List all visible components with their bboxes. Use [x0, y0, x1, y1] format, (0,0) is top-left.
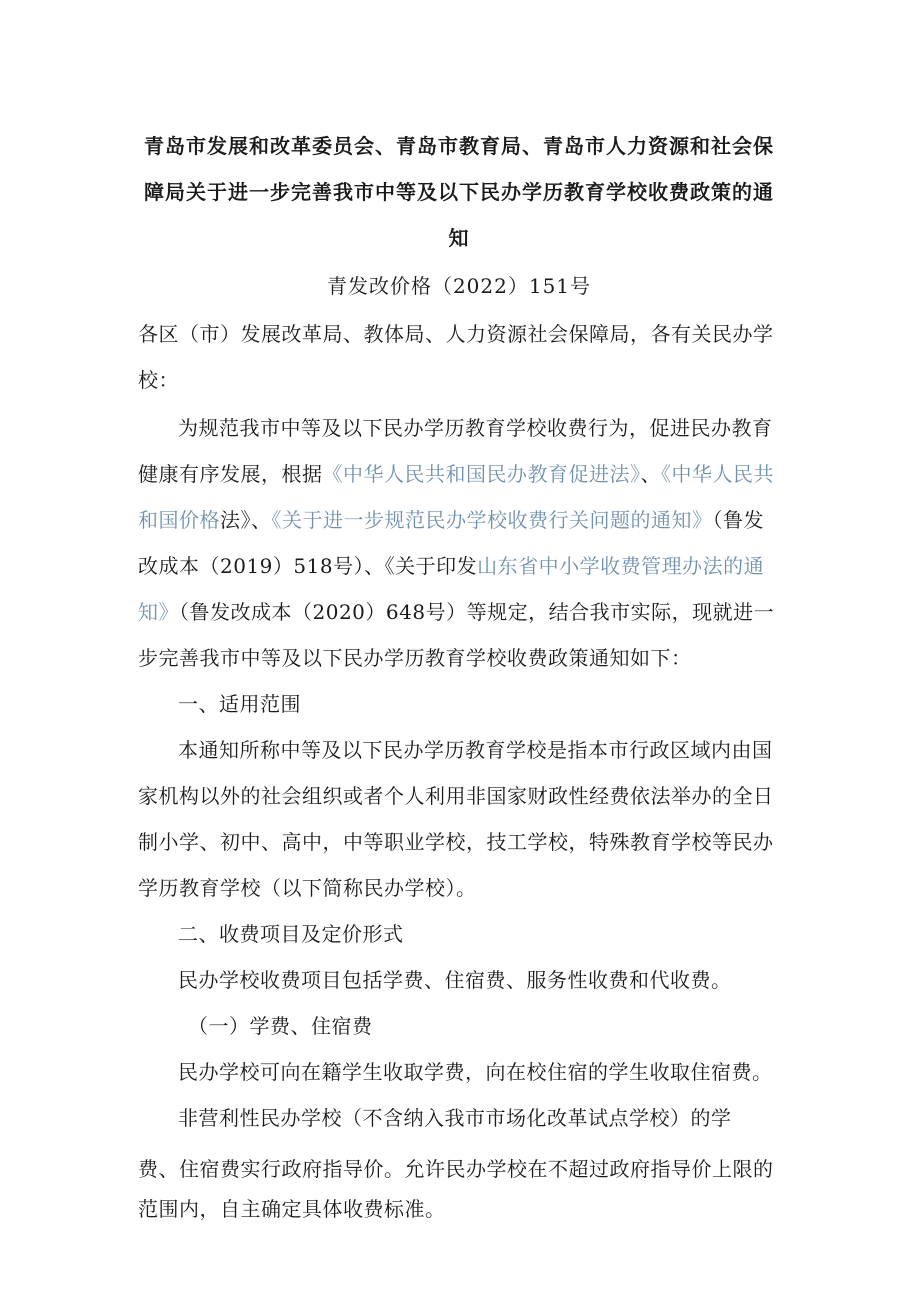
intro-text-4: （鲁发改成本（2019）518号）、《关于印发: [138, 508, 764, 578]
title-line-3: 知: [448, 226, 470, 250]
title-line-1: 青岛市发展和改革委员会、青岛市教育局、青岛市人力资源和社会保: [144, 134, 774, 158]
subsection-1-heading: （一）学费、住宿费: [188, 1014, 373, 1038]
intro-text-5: （鲁发改成本（2020）648号）等规定，结合我市实际，现就进一步完善我市中等及以下民办学历教育学校收费政策通知如下：: [138, 600, 775, 670]
section-2-heading: 二、收费项目及定价形式: [178, 922, 404, 946]
document-title: [138, 0, 780, 261]
reference-shandong-measures: 山东省中小学收费管理办法的通知》: [138, 554, 765, 624]
subsection-1-paragraph-2-start: 非营利性民办学校（不含纳入我市市场化改革试点学校）的学: [178, 1106, 732, 1130]
subsection-1-paragraph-1: 民办学校可向在籍学生收取学费，向在校住宿的学生收取住宿费。: [178, 1060, 773, 1084]
reference-fee-notice: 《关于进一步规范民办学校收费行关问题的通知》: [271, 508, 713, 532]
section-1-body: 本通知所称中等及以下民办学历教育学校是指本市行政区域内由国家机构以外的社会组织或者个人利用非国家财政性经费依法举办的全日制小学、初中、高中，中等职业学校，技工学校，特殊教育学校等民办学历教育学校（以下简称民办学校）。: [138, 738, 774, 900]
reference-price-law: 《中华人民共和国价格: [138, 462, 774, 532]
title-line-2: 障局关于进一步完善我市中等及以下民办学历教育学校收费政策的通: [144, 180, 774, 204]
section-2-body: 民办学校收费项目包括学费、住宿费、服务性收费和代收费。: [178, 968, 732, 992]
subsection-1-paragraph-2-rest: 费、住宿费实行政府指导价。允许民办学校在不超过政府指导价上限的范围内，自主确定具体收费标准。: [138, 1157, 774, 1221]
intro-text-1: 为规范我市中等及以下民办学历教育学校收费行为，促进民办教育健康有序发展，根据: [138, 416, 773, 486]
addressee: 各区（市）发展改革局、教体局、人力资源社会保障局，各有关民办学校：: [138, 322, 774, 392]
intro-text-2: 、: [640, 462, 661, 486]
document-number: 青发改价格（2022）151号: [326, 274, 592, 298]
reference-private-education-law: 《中华人民共和国民办教育促进法》: [322, 462, 641, 486]
intro-text-3: 法》、: [220, 508, 272, 532]
intro-paragraph: [138, 405, 780, 681]
section-1-heading: 一、适用范围: [178, 692, 301, 716]
